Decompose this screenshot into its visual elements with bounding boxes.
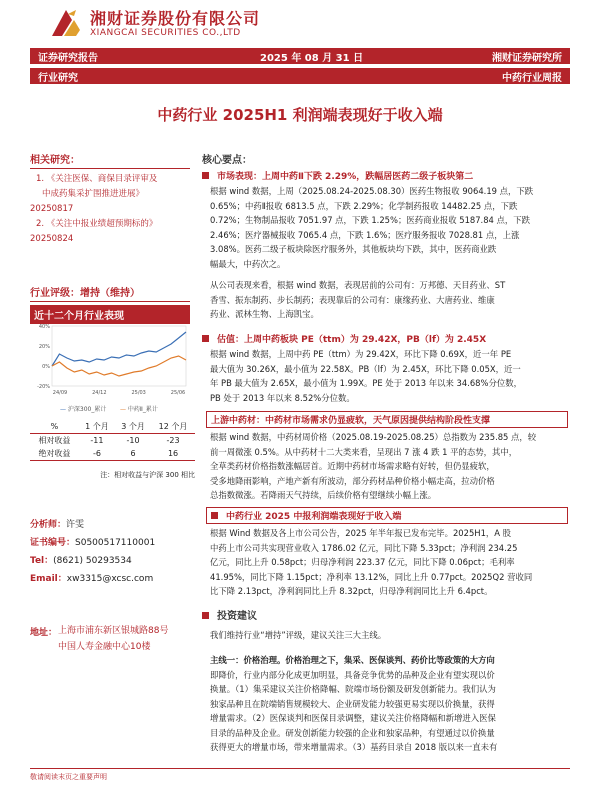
table-header: 12 个月: [158, 422, 188, 431]
related-research-list: [30, 172, 195, 247]
investment-heading: 投资建议: [202, 607, 257, 622]
y-tick-label: 20%: [38, 344, 50, 350]
cert-number: S0500517110001: [75, 538, 156, 548]
x-tick-label: 24/09: [52, 390, 68, 396]
brand-name-cn: 湘财证券股份有限公司: [90, 9, 261, 28]
table-cell: 绝对收益: [38, 449, 71, 458]
table-cell: 16: [167, 449, 179, 458]
footer-disclaimer: 敬请阅读末页之重要声明: [30, 773, 107, 781]
report-title: 中药行业 2025H1 利润端表现好于收入端: [157, 106, 443, 124]
x-tick-label: 24/12: [92, 390, 107, 396]
analyst-name: 许雯: [66, 520, 85, 530]
header-band-1: [30, 48, 570, 64]
company-logo-icon: [48, 6, 84, 42]
table-row: [30, 434, 195, 448]
email-link[interactable]: xw3315@xcsc.com: [66, 574, 154, 584]
address-line: 中国人寿金融中心10楼: [58, 642, 151, 652]
table-cell: -23: [166, 436, 180, 445]
footer-divider: [30, 768, 570, 769]
table-cell: -10: [126, 436, 140, 445]
y-tick-label: 0%: [42, 364, 50, 370]
investment-intro: 我们维持行业“增持”评级，建议关注三大主线。: [210, 630, 387, 640]
valuation-paragraph: 根据 wind 数据，上周中药 PE（ttm）为 29.42X，环比下降 0.69X，近一年 PE 最大值为 30.26X，最小值为 22.58X。PB（lf）为 2.45X，环比下降 0.05X，近一 年 PB 最大值为 2.65X，最小值为 1.99X。PE 处于 2013 年以来 34.68%分位数， PB 处于 2013 年以来 8.52%分位数。: [210, 349, 522, 403]
institute-name: 湘财证券研究所: [492, 53, 562, 64]
tel-line: Tel：(8621) 50293534: [30, 556, 132, 566]
chart-title: 近十二个月行业表现: [30, 305, 190, 324]
related-item[interactable]: 中成药集采扩围推进进展》: [42, 189, 145, 199]
table-cell: 6: [130, 449, 136, 458]
table-header: 1 个月: [85, 422, 109, 431]
table-header-row: [30, 420, 195, 434]
tel-number: (8621) 50293534: [53, 556, 132, 566]
y-tick-label: 40%: [38, 324, 50, 330]
table-cell: -11: [90, 436, 104, 445]
performance-table: [30, 420, 195, 461]
performance-chart: [30, 322, 190, 400]
brand-name-en: XIANGCAI SECURITIES CO.,LTD: [90, 28, 241, 38]
legend-hs300: — 沪深300_累计: [60, 406, 107, 413]
series-line-tcm: [52, 356, 186, 376]
table-note: 注：相对收益与沪深 300 相比: [100, 471, 195, 479]
address-line: 上海市浦东新区银城路88号: [58, 626, 169, 636]
section-valuation: 估值：上周中药板块 PE（ttm）为 29.42X，PB（lf）为 2.45X: [202, 332, 486, 345]
herbs-paragraph: 根据 wind 数据，中药材周价格（2025.08.19-2025.08.25）总指数为 235.85 点，较 前一周微涨 0.5%。从中药材十二大类来看，呈现出 7 涨 4 跌 1 平的态势，其中， 全草类药材价格指数涨幅居首。近期中药材市场需求略有好转，但仍显疲软， 受多地降雨影响，产地产新有所波动，部分药材品种价格小幅走高，拉动价格 总指数微涨。若降雨天气持续，后续价格有望继续小幅上涨。: [210, 432, 537, 500]
table-header: %: [50, 422, 59, 431]
report-series: 中药行业周报: [502, 73, 562, 84]
report-category: 行业研究: [38, 73, 78, 84]
legend-tcm: — 中药Ⅱ_累计: [120, 406, 158, 413]
bullet-square-icon: [202, 172, 209, 179]
report-date: 2025 年 08 月 31 日: [260, 53, 364, 64]
section-market: 市场表现：上周中药Ⅱ下跌 2.29%，跌幅居医药二级子板块第二: [202, 169, 473, 182]
related-research-heading: 相关研究：: [30, 151, 190, 169]
industry-rating: 行业评级：增持（维持）: [30, 284, 190, 302]
cert-line: 证书编号：S0500517110001: [30, 538, 156, 548]
company-paragraph: 从公司表现来看，根据 wind 数据，表现居前的公司有：万邦德、天目药业、ST 香雪、振东制药、步长制药；表现靠后的公司有：康缘药业、大唐药业、维康 药业、派林生物、上海凯宝。: [210, 280, 506, 319]
market-paragraph: 根据 wind 数据，上周（2025.08.24-2025.08.30）医药生物报收 9064.19 点，下跌 0.65%；中药Ⅱ报收 6813.5 点，下跌 2.29%；化学制药报收 14482.25 点，下跌 0.72%；生物制品报收 7051.97 点，下跌 1.25%；医药商业报收 5187.84 点，下跌 2.46%；医疗器械报收 7065.4 点，下跌 1.6%；医疗服务报收 7028.81 点，上涨 3.08%。医药二级子板块除医疗服务外，其他板块均下跌，其中，医药商业跌 幅最大，中药次之。: [210, 186, 534, 269]
bullet-square-icon: [211, 512, 218, 519]
interim-paragraph: 根据 Wind 数据及各上市公司公告，2025 年半年报已发布完毕。2025H1，A 股 中药上市公司共实现营业收入 1786.02 亿元，同比下降 5.33pct；净利润 234.25 亿元，同比上升 0.58pct；归母净利润 223.37 亿元，同比下降 0.06pct；毛利率 41.95%，同比下降 1.15pct；净利率 13.12%，同比上升 0.77pct。2025Q2 营收同 比下降 2.13pct，净利润同比上升 8.32pct，归母净利润同比上升 6.4pct。: [210, 528, 533, 596]
section-herbs: 上游中药材：中药材市场需求仍显疲软，天气原因提供结构阶段性支撑: [206, 411, 568, 428]
table-cell: 相对收益: [38, 436, 71, 445]
related-item[interactable]: 2. 《关注中报业绩超预期标的》: [36, 219, 158, 229]
y-tick-label: -20%: [37, 384, 50, 390]
bullet-square-icon: [202, 335, 209, 342]
x-tick-label: 25/03: [131, 390, 146, 396]
analyst-line: 分析师：许雯: [30, 520, 85, 530]
chart-frame: [52, 326, 186, 386]
table-header: 3 个月: [121, 422, 145, 431]
table-cell: -6: [92, 449, 101, 458]
section-interim: 中药行业 2025 中报利润端表现好于收入端: [206, 507, 568, 524]
related-item-date: 20250824: [30, 234, 74, 244]
table-row: [30, 447, 195, 461]
report-type: 证券研究报告: [38, 53, 98, 64]
x-tick-label: 25/06: [170, 390, 186, 396]
address: [58, 623, 168, 655]
email-line: Email：xw3315@xcsc.com: [30, 574, 154, 584]
address-label: 地址：: [30, 628, 58, 638]
core-points-heading: 核心要点：: [202, 155, 252, 166]
investment-paragraph: 主线一：价格治理。价格治理之下，集采、医保谈判、药价比等政策的大方向 即降价，行业内部分化成更加明显，具备竞争优势的品种及企业有望实现以价 换量。（1）集采建议关注价格降幅、院端市场份额及研发创新能力。我们认为 独家品种且在院端销售规模较大、企业研发能力较强更易实现以价换量，获得 增量需求。（2）医保谈判和医保目录调整，建议关注价格降幅和新增进入医保 目录的品种及企业。研发创新能力较强的企业和独家品种，有望通过以价换量 获得更大的增量市场，带来增量需求。（3）基药目录自 2018 版以来一直未有: [210, 655, 498, 752]
related-item[interactable]: 1. 《关注医保、商保目录评审及: [36, 174, 158, 184]
bullet-square-icon: [202, 612, 209, 619]
header-band-2: [30, 68, 570, 84]
related-item-date: 20250817: [30, 204, 74, 214]
